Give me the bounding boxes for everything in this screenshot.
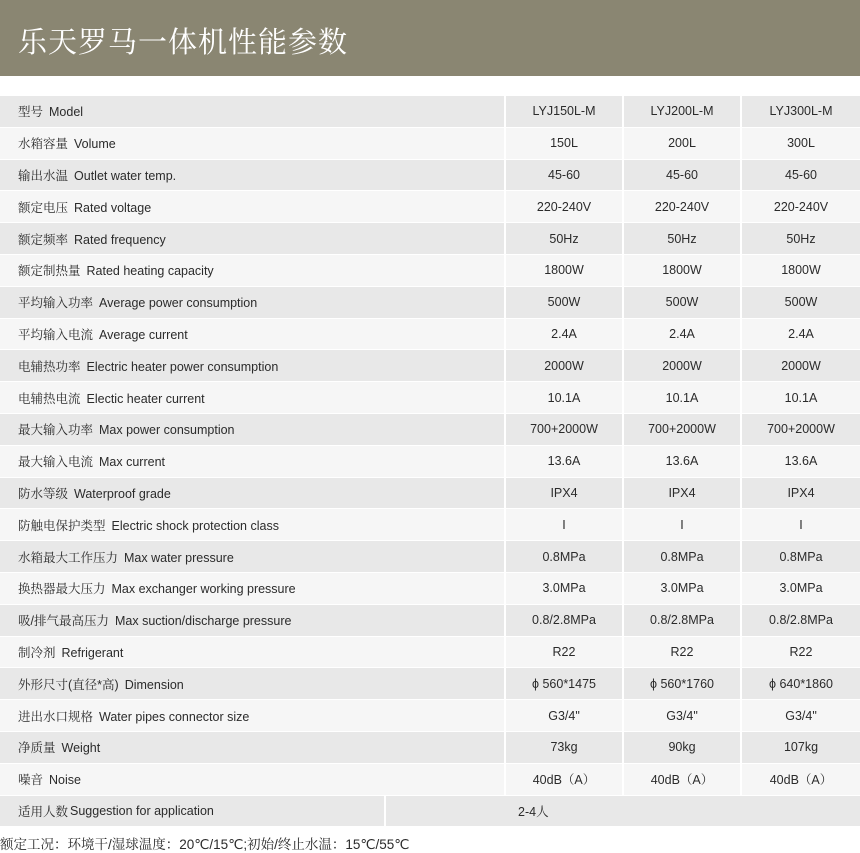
- row-label: [0, 668, 505, 700]
- value-cell: 200L: [623, 127, 741, 159]
- row-label-cn: 换热器最大压力: [18, 582, 106, 597]
- value-cell: IPX4: [741, 477, 860, 509]
- row-label-cn: 噪音: [18, 773, 44, 788]
- value-cell: I: [741, 509, 860, 541]
- value-cell: 10.1A: [505, 382, 623, 414]
- row-label-cn: 电辅热功率: [18, 359, 81, 374]
- value-cell: 13.6A: [623, 445, 741, 477]
- table-row: [0, 541, 860, 573]
- row-label-en: Electric shock protection class: [111, 518, 279, 533]
- row-label-cn: 进出水口规格: [18, 709, 94, 724]
- model-header: LYJ300L-M: [741, 96, 860, 127]
- application-value: [386, 796, 860, 826]
- model-header: LYJ200L-M: [623, 96, 741, 127]
- row-label-en: Average power consumption: [99, 296, 258, 311]
- row-label: [0, 604, 505, 636]
- row-label: [0, 96, 505, 127]
- value-cell: 50Hz: [623, 223, 741, 255]
- table-row: [0, 413, 860, 445]
- spec-table: [0, 96, 860, 827]
- value-cell: 3.0MPa: [741, 572, 860, 604]
- table-row: [0, 286, 860, 318]
- table-row: [0, 159, 860, 191]
- value-cell: 150L: [505, 127, 623, 159]
- table-row: [0, 763, 860, 795]
- value-cell: 2000W: [505, 350, 623, 382]
- row-label-en: Average current: [99, 327, 188, 342]
- value-cell: G3/4": [623, 700, 741, 732]
- value-cell: 0.8/2.8MPa: [623, 604, 741, 636]
- value-cell: 220-240V: [741, 191, 860, 223]
- value-cell: G3/4": [741, 700, 860, 732]
- row-label-en: Max power consumption: [99, 423, 235, 438]
- value-cell: 45-60: [741, 159, 860, 191]
- value-cell: G3/4": [505, 700, 623, 732]
- value-cell: 13.6A: [741, 445, 860, 477]
- row-label-cn: 平均输入电流: [18, 327, 94, 342]
- row-label-cn: 外形尺寸(直径*高): [18, 677, 119, 692]
- value-cell: 90kg: [623, 731, 741, 763]
- table-row-application: [0, 795, 860, 827]
- value-cell: 2.4A: [623, 318, 741, 350]
- value-cell: I: [505, 509, 623, 541]
- value-cell: 3.0MPa: [623, 572, 741, 604]
- row-label-en: Weight: [61, 741, 101, 756]
- value-cell: IPX4: [623, 477, 741, 509]
- table-row: [0, 223, 860, 255]
- value-cell: 10.1A: [741, 382, 860, 414]
- row-label-cn: 防触电保护类型: [18, 518, 106, 533]
- table-row: [0, 191, 860, 223]
- row-label-cn: 防水等级: [18, 486, 69, 501]
- row-label-cn: 净质量: [18, 741, 56, 756]
- row-label: [0, 127, 505, 159]
- value-cell: 2000W: [741, 350, 860, 382]
- table-row: [0, 477, 860, 509]
- value-cell: 3.0MPa: [505, 572, 623, 604]
- value-cell: 50Hz: [741, 223, 860, 255]
- value-cell: 700+2000W: [505, 413, 623, 445]
- row-label-en: Max water pressure: [124, 550, 234, 565]
- value-cell: R22: [741, 636, 860, 668]
- row-label: [0, 700, 505, 732]
- table-row: [0, 731, 860, 763]
- value-cell: 2.4A: [505, 318, 623, 350]
- row-label-cn: 水箱容量: [18, 137, 69, 152]
- value-cell: 13.6A: [505, 445, 623, 477]
- value-cell: 40dB（A）: [623, 763, 741, 795]
- row-label: [0, 572, 505, 604]
- row-label-en: Refrigerant: [61, 645, 124, 660]
- row-label-cn: 制冷剂: [18, 645, 56, 660]
- value-cell: IPX4: [505, 477, 623, 509]
- value-cell: 50Hz: [505, 223, 623, 255]
- row-label: [0, 318, 505, 350]
- row-label: [0, 636, 505, 668]
- row-label-cn: 适用人数: [18, 804, 69, 819]
- row-label-cn: 型号: [18, 105, 44, 120]
- value-cell: 45-60: [505, 159, 623, 191]
- value-cell: 300L: [741, 127, 860, 159]
- model-header: LYJ150L-M: [505, 96, 623, 127]
- row-label-cn: 额定制热量: [18, 264, 81, 279]
- value-cell: 0.8MPa: [623, 541, 741, 573]
- row-label-en: Rated heating capacity: [86, 264, 214, 279]
- row-label-en: Outlet water temp.: [74, 168, 177, 183]
- row-label: [0, 286, 505, 318]
- row-label: [0, 159, 505, 191]
- table-row: [0, 127, 860, 159]
- table-row: [0, 254, 860, 286]
- row-label-en: Electric heater power consumption: [86, 359, 279, 374]
- table-header-row: [0, 96, 860, 127]
- row-label-en: Volume: [74, 137, 116, 152]
- row-label-en: Max current: [99, 455, 166, 470]
- row-label: [0, 254, 505, 286]
- application-row-cell: [0, 795, 860, 827]
- row-label-en: Electic heater current: [86, 391, 205, 406]
- row-label: [0, 382, 505, 414]
- value-cell: 0.8MPa: [505, 541, 623, 573]
- value-cell: 2000W: [623, 350, 741, 382]
- row-label-en: Max exchanger working pressure: [111, 582, 296, 597]
- table-row: [0, 668, 860, 700]
- row-label-cn: 额定电压: [18, 200, 69, 215]
- table-row: [0, 636, 860, 668]
- row-label: [0, 731, 505, 763]
- title-banner: [0, 0, 860, 76]
- row-label-cn: 最大输入电流: [18, 455, 94, 470]
- value-cell: ϕ 560*1475: [505, 668, 623, 700]
- row-label-cn: 输出水温: [18, 168, 69, 183]
- value-cell: R22: [505, 636, 623, 668]
- row-label: [0, 477, 505, 509]
- value-cell: ϕ 560*1760: [623, 668, 741, 700]
- table-row: [0, 700, 860, 732]
- table-row: [0, 604, 860, 636]
- value-cell: 220-240V: [623, 191, 741, 223]
- row-label-cn: 电辅热电流: [18, 391, 81, 406]
- row-label-cn: 额定频率: [18, 232, 69, 247]
- row-label: [0, 223, 505, 255]
- row-label-cn: 吸/排气最高压力: [18, 614, 109, 629]
- row-label-en: Dimension: [124, 677, 184, 692]
- row-label: [0, 191, 505, 223]
- page-title: 乐天罗马一体机性能参数: [18, 25, 349, 59]
- value-cell: 0.8/2.8MPa: [505, 604, 623, 636]
- row-label-cn: 水箱最大工作压力: [18, 550, 119, 565]
- row-label-cn: 最大输入功率: [18, 423, 94, 438]
- row-label-en: Rated frequency: [74, 232, 166, 247]
- table-row: [0, 445, 860, 477]
- row-label-cn: 平均输入功率: [18, 296, 94, 311]
- value-cell: R22: [623, 636, 741, 668]
- row-label-en: Waterproof grade: [74, 486, 171, 501]
- table-row: [0, 318, 860, 350]
- row-label: [0, 350, 505, 382]
- value-cell: 220-240V: [505, 191, 623, 223]
- value-cell: I: [623, 509, 741, 541]
- value-cell: 2.4A: [741, 318, 860, 350]
- table-row: [0, 572, 860, 604]
- application-value-text: 2-4人: [518, 804, 549, 819]
- table-row: [0, 382, 860, 414]
- row-label-en: Max suction/discharge pressure: [114, 614, 292, 629]
- table-row: [0, 509, 860, 541]
- value-cell: 1800W: [505, 254, 623, 286]
- value-cell: 1800W: [741, 254, 860, 286]
- row-label: [0, 541, 505, 573]
- row-label-en: Noise: [49, 773, 81, 788]
- rated-conditions-note: 额定工况：环境干/湿球温度：20℃/15℃;初始/终止水温：15℃/55℃: [0, 837, 410, 852]
- row-label-en: Model: [49, 105, 84, 120]
- value-cell: 700+2000W: [623, 413, 741, 445]
- value-cell: 500W: [505, 286, 623, 318]
- value-cell: 1800W: [623, 254, 741, 286]
- table-row: [0, 350, 860, 382]
- value-cell: 500W: [741, 286, 860, 318]
- row-label: [0, 509, 505, 541]
- row-label: [0, 413, 505, 445]
- row-label-en: Suggestion for application: [70, 803, 214, 818]
- value-cell: 0.8/2.8MPa: [741, 604, 860, 636]
- row-label: [0, 796, 386, 826]
- row-label: [0, 445, 505, 477]
- row-label: [0, 763, 505, 795]
- value-cell: 10.1A: [623, 382, 741, 414]
- value-cell: 40dB（A）: [505, 763, 623, 795]
- value-cell: 0.8MPa: [741, 541, 860, 573]
- row-label-en: Water pipes connector size: [99, 709, 250, 724]
- row-label-en: Rated voltage: [74, 200, 152, 215]
- value-cell: 73kg: [505, 731, 623, 763]
- value-cell: 700+2000W: [741, 413, 860, 445]
- value-cell: 45-60: [623, 159, 741, 191]
- value-cell: 107kg: [741, 731, 860, 763]
- value-cell: 500W: [623, 286, 741, 318]
- value-cell: 40dB（A）: [741, 763, 860, 795]
- value-cell: ϕ 640*1860: [741, 668, 860, 700]
